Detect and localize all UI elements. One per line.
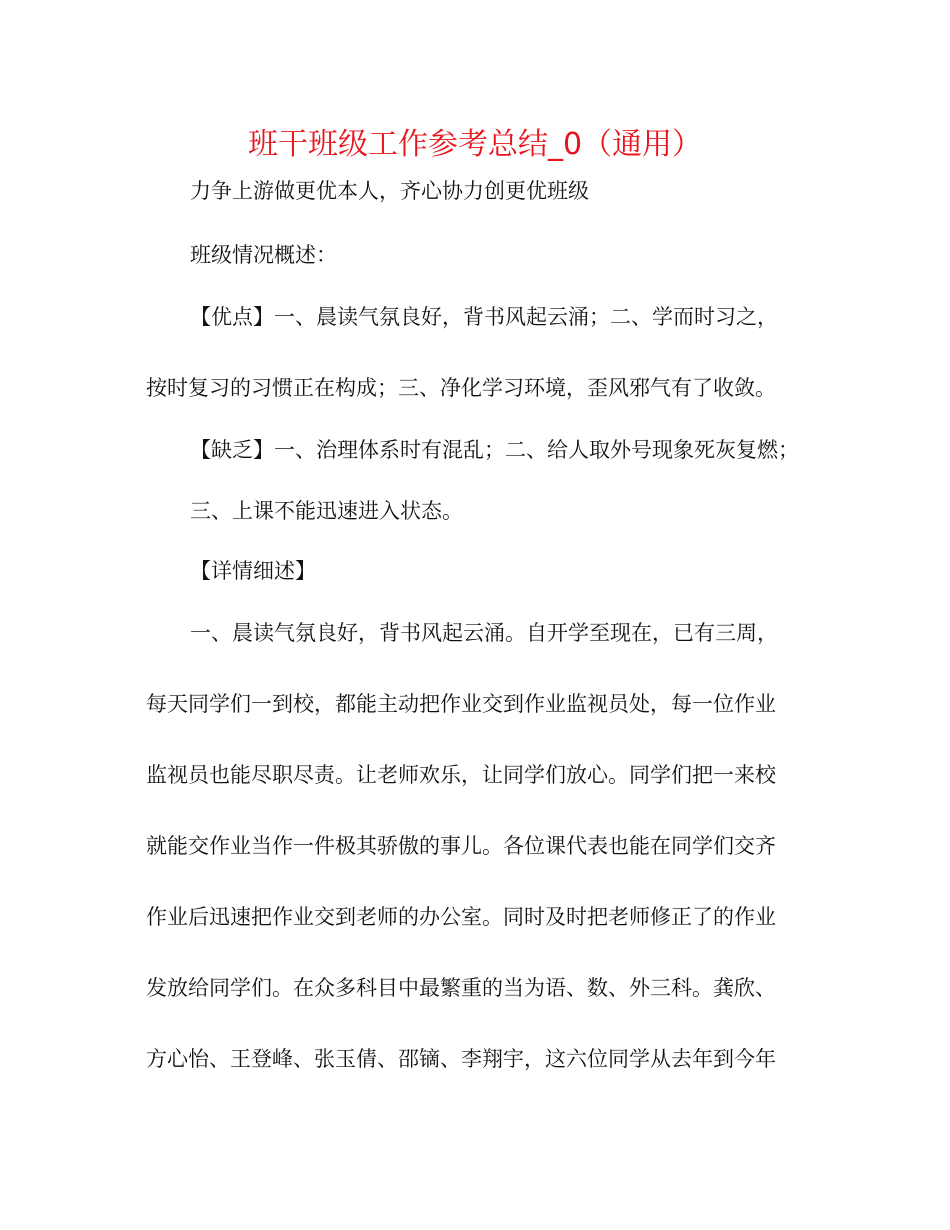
paragraph-line: 就能交作业当作一件极其骄傲的事儿。各位课代表也能在同学们交齐 [146, 834, 776, 858]
paragraph-line: 每天同学们一到校，都能主动把作业交到作业监视员处，每一位作业 [146, 692, 776, 716]
paragraph-line: 监视员也能尽职尽责。让老师欢乐，让同学们放心。同学们把一来校 [146, 763, 776, 787]
paragraph-line: 发放给同学们。在众多科目中最繁重的当为语、数、外三科。龚欣、 [146, 976, 776, 1000]
paragraph-line: 作业后迅速把作业交到老师的办公室。同时及时把老师修正了的作业 [146, 905, 776, 929]
paragraph-line: 方心怡、王登峰、张玉倩、邵镝、李翔宇，这六位同学从去年到今年 [146, 1047, 776, 1071]
details-heading: 【详情细述】 [190, 559, 316, 583]
page-title: 班干班级工作参考总结_0（通用） [247, 127, 703, 162]
paragraph-line: 【缺乏】一、治理体系时有混乱；二、给人取外号现象死灰复燃； [190, 438, 799, 462]
paragraph-line: 一、晨读气氛良好，背书风起云涌。自开学至现在，已有三周， [190, 621, 778, 645]
slogan-line: 力争上游做更优本人，齐心协力创更优班级 [190, 179, 589, 203]
overview-heading: 班级情况概述： [190, 243, 337, 267]
paragraph-line: 按时复习的习惯正在构成；三、净化学习环境，歪风邪气有了收敛。 [146, 376, 776, 400]
paragraph-line: 【优点】一、晨读气氛良好，背书风起云涌；二、学而时习之， [190, 305, 778, 329]
paragraph-line: 三、上课不能迅速进入状态。 [190, 499, 463, 523]
